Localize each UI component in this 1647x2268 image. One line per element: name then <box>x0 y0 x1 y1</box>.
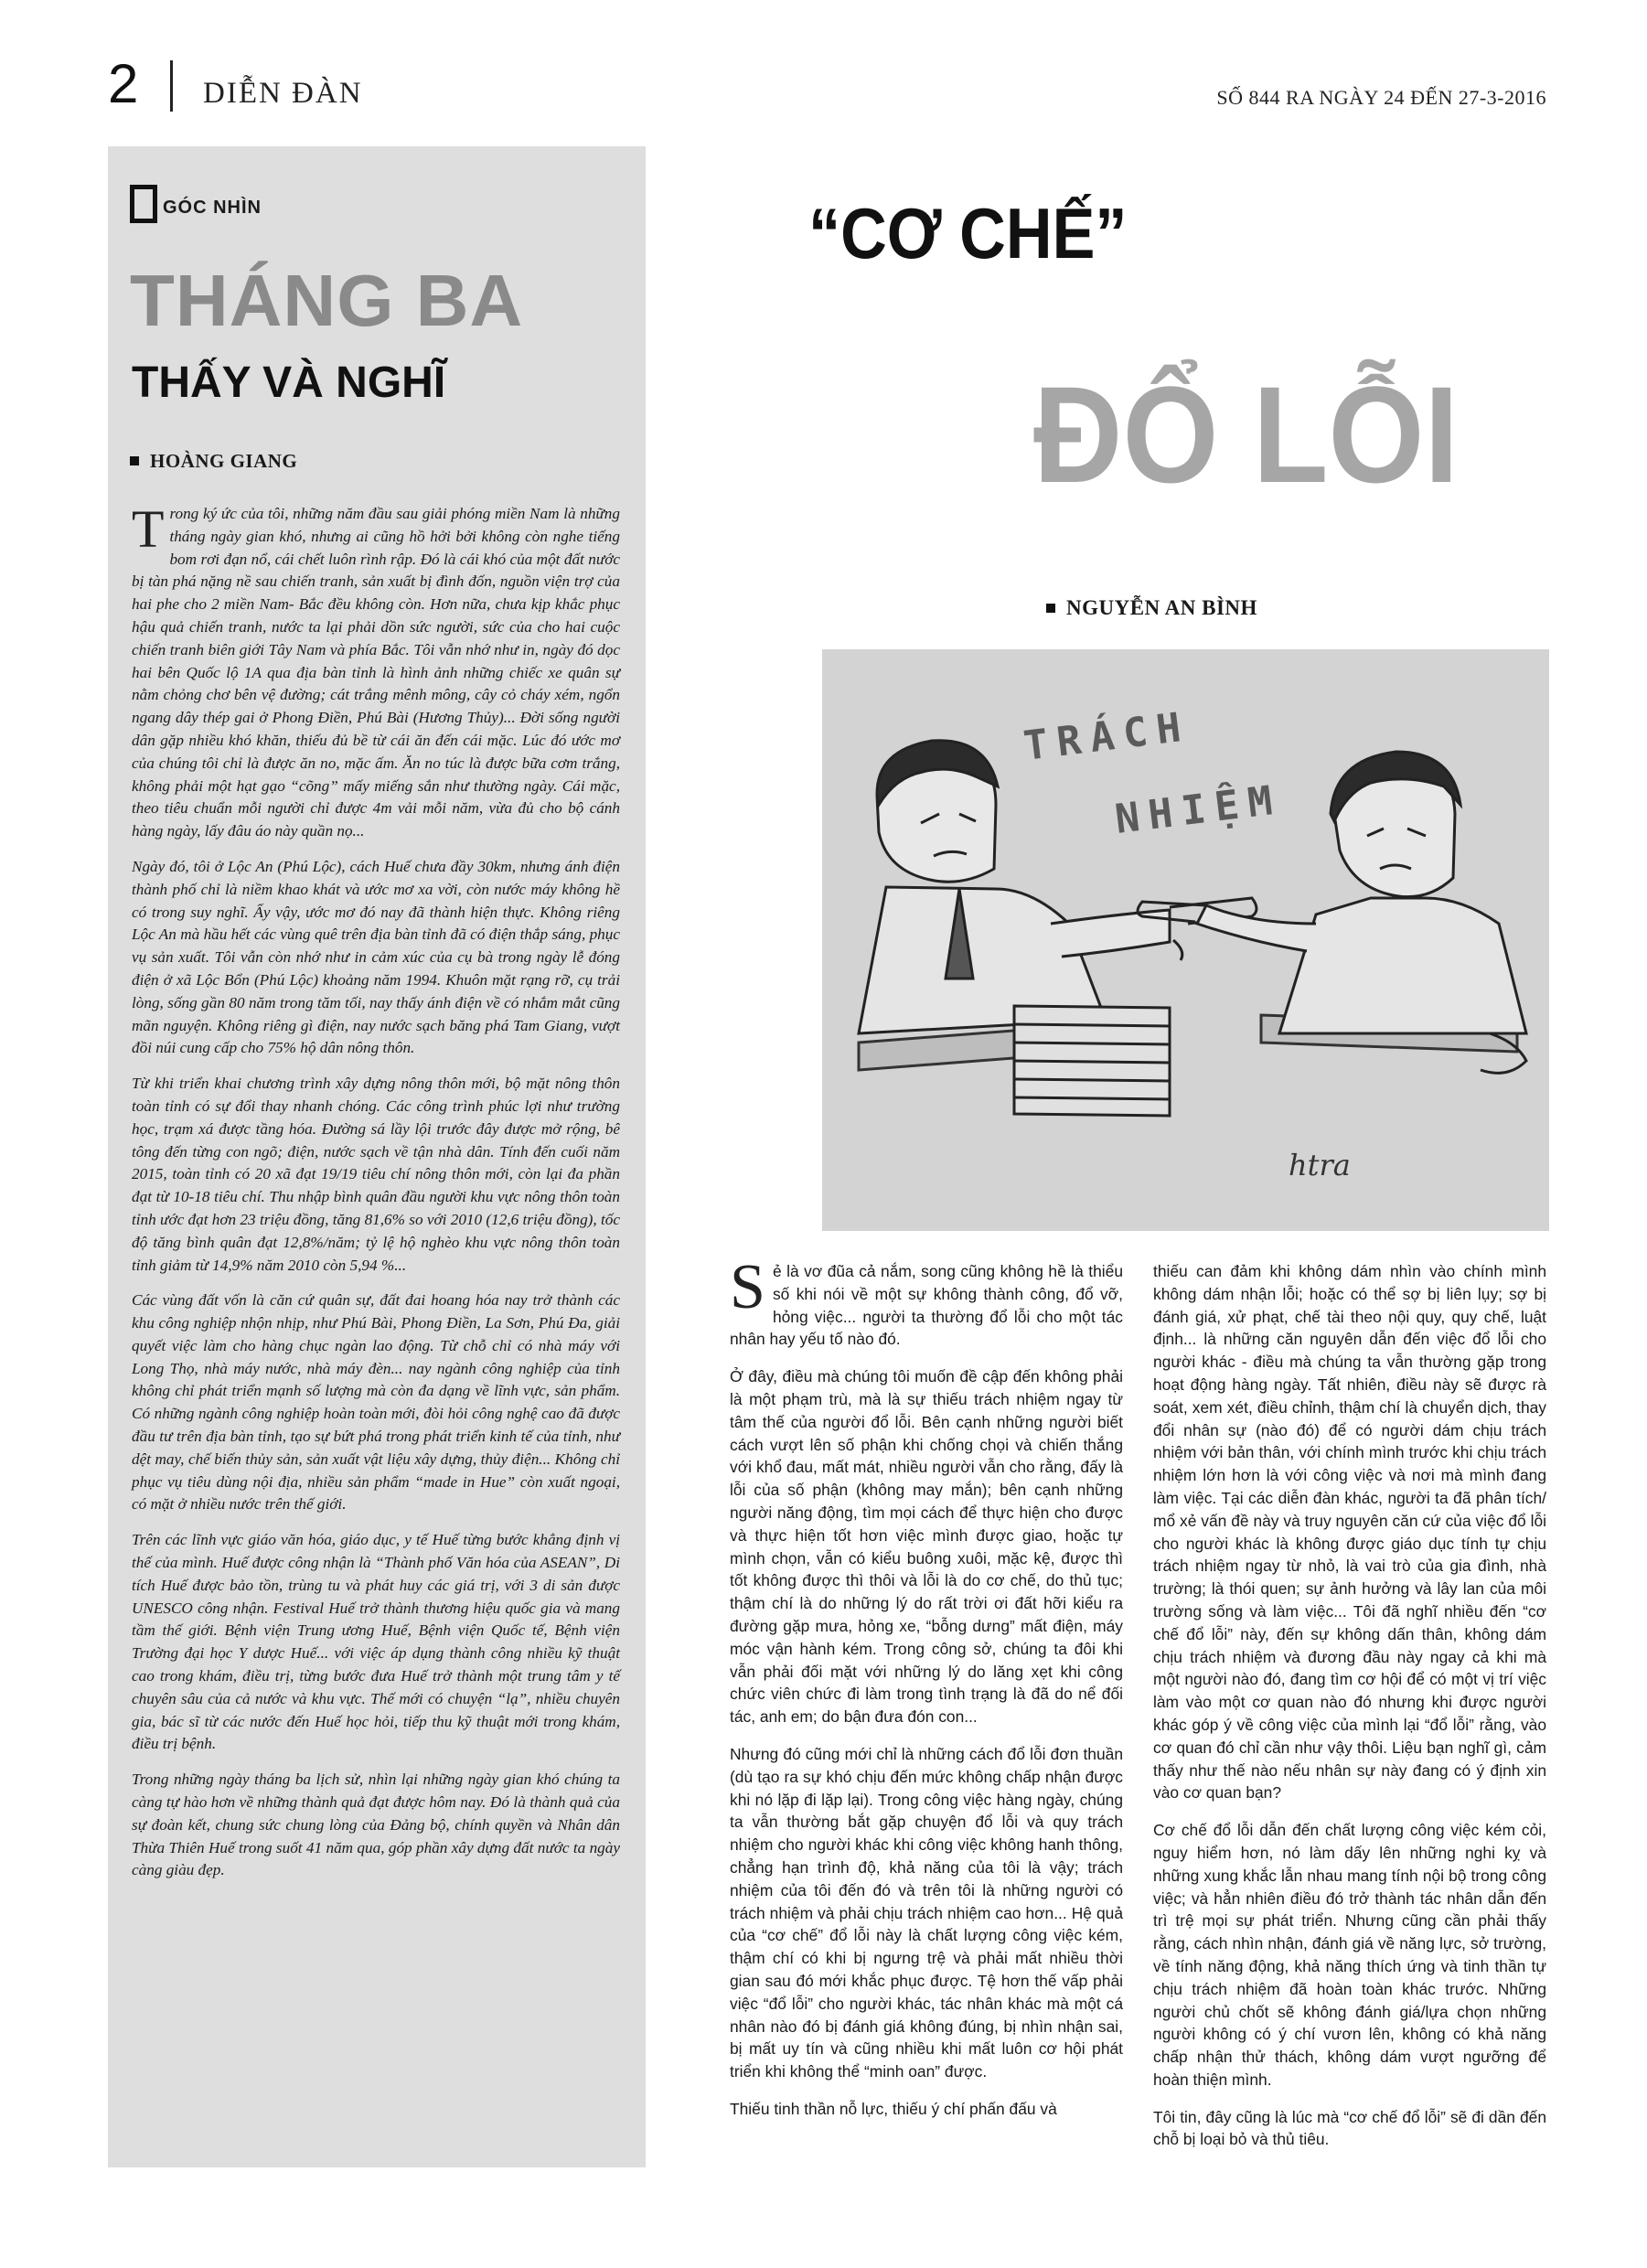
article-column-2 <box>1153 1260 1546 2166</box>
sidebar-author <box>130 450 297 473</box>
paper-stack <box>1014 1006 1170 1116</box>
issue-info: SỐ 844 RA NGÀY 24 ĐẾN 27-3-2016 <box>1216 86 1546 109</box>
article-headline-line2: ĐỔ LỖI <box>1033 358 1459 511</box>
header-divider <box>170 60 173 112</box>
cartoon-illustration <box>822 649 1549 1231</box>
sidebar-author-name: HOÀNG GIANG <box>150 450 298 472</box>
sidebar-paragraph: Ngày đó, tôi ở Lộc An (Phú Lộc), cách Huế chưa đầy 30km, nhưng ánh điện thành phố chỉ là niềm khao khát và ước mơ xa vời, còn nước máy không hề có trong suy nghĩ. Ấy vậy, ước mơ đó nay đã thành hiện thực. Không riêng Lộc An mà hầu hết các vùng quê trên địa bàn tỉnh đã có điện thắp sáng, phục vụ sản xuất. Tôi vẫn còn nhớ như in cảm xúc của cụ bà trong ngày lễ đóng điện ở xã Lộc Bổn (Phú Lộc) khoảng năm 1994. Khuôn mặt rạng rỡ, cụ trải lòng, sống gần 80 năm trong tăm tối, nay thấy ánh điện về có nhắm mắt cũng mãn nguyện. Không riêng gì điện, nay nước sạch băng phá Tam Giang, vượt đồi núi cung cấp cho 75% hộ dân nông thôn. <box>132 857 620 1057</box>
sidebar-paragraph: Từ khi triển khai chương trình xây dựng nông thôn mới, bộ mặt nông thôn toàn tỉnh có sự đổi thay nhanh chóng. Các công trình phúc lợi như trường học, trạm xá được tầng hóa. Đường sá lầy lội trước đây được mở rộng, bê tông đến từng con ngõ; điện, nước sạch về tận nhà dân. Tính đến cuối năm 2015, toàn tỉnh có 20 xã đạt 19/19 tiêu chí nông thôn mới, còn lại đa phần đạt từ 10-18 tiêu chí. Thu nhập bình quân đầu người khu vực nông thôn toàn tỉnh ước đạt hơn 23 triệu đồng, tăng 81,6% so với 2010 (12,6 triệu đồng), tốc độ tăng bình quân đạt 12,8%/năm; tỷ lệ hộ nghèo khu vực nông thôn toàn tỉnh giảm từ 14,9% năm 2010 còn 5,94 %... <box>132 1075 620 1274</box>
article-column-1 <box>730 1252 1123 2135</box>
bullet-square-icon <box>1046 604 1055 613</box>
sidebar-title-main: THÁNG BA <box>130 260 524 341</box>
article-paragraph: thiếu can đảm khi không dám nhìn vào chính mình không dám nhận lỗi; hoặc có thể sợ bị liên lụy; sợ bị đánh giá, xử phạt, chế tài theo nội quy, quy chế, luật định... là những căn nguyên dẫn đến việc đổ lỗi cho người khác - điều mà chúng ta vẫn thường gặp trong hoạt động hàng ngày. Tất nhiên, điều này sẽ được rà soát, xem xét, điều chỉnh, thậm chí là chuyển dịch, thay đổi nhân sự (nào đó) để có người dám chịu trách nhiệm với bản thân, với chính mình trước khi chịu trách nhiệm lớn hơn là với công việc và nơi mà mình đang làm việc. Tại các diễn đàn khác, người ta đã phân tích/ mổ xẻ vấn đề này và truy nguyên căn cứ của việc đổ lỗi cho người khác là không được giáo dục tính tự chịu trách nhiệm ngay từ nhỏ, là vai trò của gia đình, nhà trường; là thói quen; sự ảnh hưởng và lây lan của môi trường sống và làm việc... Tôi đã nghĩ nhiều đến “cơ chế đổ lỗi” này, đến sự không dấn thân, không dám chịu trách nhiệm và đương đầu này ngay cả khi mà một người nào đó, đang tìm cơ hội để có một vị trí việc làm vào một cơ quan nào đó nhưng khi được người khác góp ý về công việc của mình lại “đổ lỗi” rằng, vào cơ quan đó chỉ cần như vậy thôi. Liệu bạn nghĩ gì, cảm thấy như thế nào nếu nhân sự này đang có ý định xin vào cơ quan bạn? <box>1153 1262 1546 1803</box>
article-paragraph: Nhưng đó cũng mới chỉ là những cách đổ lỗi đơn thuần (dù tạo ra sự khó chịu đến mức không chấp nhận được khi nó lặp đi lặp lại). Trong công việc hàng ngày, chúng ta vẫn thường bắt gặp chuyện đổ lỗi và quy trách nhiệm cho người khác khi công việc không hanh thông, chẳng hạn trình độ, khả năng của tôi là vậy; trách nhiệm của tôi đến đó và trên tôi là những người có trách nhiệm và phải chịu trách nhiệm cao hơn... Hệ quả của “cơ chế” đổ lỗi này là chất lượng công việc kém, thậm chí có khi bị ngưng trệ và phải mất nhiều thời gian sau đó mới khắc phục được. Tệ hơn thế vấp phải việc “đổ lỗi” cho người khác, tác nhân khác mà một cá nhân nào đó bị đánh giá không đúng, bị nhìn nhận sai, bị mất uy tín và cũng nhiều khi mất luôn cơ hội phát triển khi không thể “minh oan” được. <box>730 1744 1123 2081</box>
cartoon-signature: htra <box>1289 1148 1351 1182</box>
article-paragraph: Tôi tin, đây cũng là lúc mà “cơ chế đổ lỗi” sẽ đi dần đến chỗ bị loại bỏ và thủ tiêu. <box>1153 2107 1546 2149</box>
article-paragraph: Thiếu tinh thần nỗ lực, thiếu ý chí phấn đấu và <box>730 2099 1057 2118</box>
sidebar-column <box>108 146 646 2167</box>
article-author-name: NGUYỄN AN BÌNH <box>1066 596 1257 619</box>
cartoon-label-line1: TRÁCH <box>1021 703 1192 770</box>
article-dropcap: S <box>730 1252 765 1322</box>
sidebar-paragraph: Trong ký ức của tôi, những năm đầu sau giải phóng miền Nam là những tháng ngày gian khó, nhưng ai cũng hồ hởi bởi không còn nghe tiếng bom rơi đạn nổ, cái chết luôn rình rập. Đó là cái khó của một đất nước bị tàn phá nặng nề sau chiến tranh, sản xuất bị đình đốn, nguồn viện trợ của hai phe cho 2 miền Nam- Bắc đều không còn. Hơn nữa, chưa kịp khắc phục hậu quả chiến tranh, nước ta lại phải dồn sức người, sức của cho hai cuộc chiến tranh biên giới Tây Nam và phía Bắc. Tôi vẫn nhớ như in, ngày đó dọc hai bên Quốc lộ 1A qua địa bàn tỉnh là hình ảnh những chiếc xe quân sự nằm chỏng chơ bên vệ đường; cát trắng mênh mông, cây cỏ cháy xém, ngổn ngang dây thép gai ở Phong Điền, Phú Bài (Hương Thủy)... Đời sống người dân gặp nhiều khó khăn, thiếu đủ bề từ cái ăn đến cái mặc. Lúc đó ước mơ của chúng tôi chỉ là được ăn no, mặc ấm. Ăn no túc là được bữa cơm trắng, không phải một hạt gạo “cõng” mấy miếng sắn như thường ngày. Cái mặc, theo tiêu chuẩn mỗi người chỉ được 4m vải mỗi năm, vừa đủ cho bộ cánh hàng ngày, lấy đâu áo này quần nọ... <box>132 499 620 840</box>
cartoon-label-line2: NHIỆM <box>1112 776 1284 843</box>
article-headline-line1: “CƠ CHẾ” <box>808 193 1128 273</box>
article-paragraph: Sẻ là vơ đũa cả nắm, song cũng không hề là thiểu số khi nói về một sự không thành công, đổ vỡ, hỏng việc... người ta thường đổ lỗi cho một tác nhân hay yếu tố nào đó. <box>730 1252 1123 1349</box>
article-paragraph: Cơ chế đổ lỗi dẫn đến chất lượng công việc kém cỏi, nguy hiểm hơn, nó làm dấy lên những nghi kỵ và những xung khắc lẫn nhau mang tính nội bộ trong công việc; và hẳn nhiên điều đó trở thành tác nhân dẫn đến trì trệ mọi sự phát triển. Nhưng cũng cần phải thấy rằng, cách nhìn nhận, đánh giá về năng lực, sở trường, về tính năng động, khả năng thích ứng và tinh thần tự chịu trách nhiệm đã hoàn toàn khác trước. Những người chủ chốt sẽ không đánh giá/lựa chọn những người không có ý chí vươn lên, không có khả năng chấp nhận thử thách, không dám vượt ngưỡng để hoàn thiện mình. <box>1153 1821 1546 2089</box>
section-title: DIỄN ĐÀN <box>203 77 363 110</box>
sidebar-paragraph: Trên các lĩnh vực giáo văn hóa, giáo dục, y tế Huế từng bước khẳng định vị thế của mình. Huế được công nhận là “Thành phố Văn hóa của ASEAN”, Di tích Huế được bảo tồn, trùng tu và phát huy các giá trị, với 3 di sản được UNESCO công nhận. Festival Huế trở thành thương hiệu quốc gia và mang tầm thế giới. Bệnh viện Trung ương Huế, Bệnh viện Quốc tế, Bệnh viện Trường đại học Y dược Huế... với việc áp dụng thành công nhiều kỹ thuật cao trong khám, điều trị, từng bước đưa Huế trở thành một trung tâm y tế chuyên sâu của cả nước và khu vực. Thế mới có chuyện “lạ”, nhiều chuyên gia, bác sĩ từ các nước đến Huế học hỏi, tiếp thu kỹ thuật mới trong khám, điều trị bệnh. <box>132 1531 620 1753</box>
bullet-square-icon <box>130 456 139 465</box>
left-man-figure <box>859 741 1257 1033</box>
sidebar-dropcap: T <box>132 499 165 559</box>
sidebar-paragraph: Trong những ngày tháng ba lịch sử, nhìn lại những ngày gian khó chúng ta càng tự hào hơn về những thành quả đạt được hôm nay. Đó là thành quả của sự đoàn kết, chung sức chung lòng của Đảng bộ, chính quyền và Nhân dân Thừa Thiên Huế trong suốt 41 năm qua, góp phần xây dựng đất nước ta ngày càng giàu đẹp. <box>132 1771 620 1879</box>
sidebar-body <box>132 499 620 1895</box>
page-number: 2 <box>108 53 139 114</box>
kicker-label: GÓC NHÌN <box>163 198 262 218</box>
kicker-box-icon <box>130 185 157 223</box>
sidebar-title-sub: THẤY VÀ NGHĨ <box>132 358 446 407</box>
article-author <box>1046 596 1257 620</box>
article-paragraph: Ở đây, điều mà chúng tôi muốn đề cập đến không phải là một phạm trù, mà là sự thiếu trách nhiệm ngay từ tâm thế của người đổ lỗi. Bên cạnh những người biết cách vượt lên số phận khi chống chọi và chiến thắng với khổ đau, mất mát, nhiều người vẫn cho rằng, đấy là lỗi của số phận (không may mắn); bên cạnh những người năng động, tìm mọi cách để thực hiện cho được và thực hiện tốt hơn việc mình được giao, hoặc tự mình chọn, vẫn có kiểu buông xuôi, mặc kệ, được thì tốt không được thì thôi và lỗi là do cơ chế, do thủ tục; thậm chí là do những lý do rất trời ơi đất hỡi kiểu ra đường gặp mưa, hỏng xe, “bỗng dưng” mất điện, máy móc vận hành kém. Trong công sở, chúng ta đôi khi vẫn phải đối mặt với những lý do lăng xẹt khi công chức viên chức đi làm trong tình trạng là đã do nể đối tác, anh em; do bận đưa đón con... <box>730 1367 1123 1727</box>
sidebar-paragraph: Các vùng đất vốn là căn cứ quân sự, đất đai hoang hóa nay trở thành các khu công nghiệp nhộn nhịp, như Phú Bài, Phong Điền, La Sơn, Phú Đa, giải quyết việc làm cho hàng chục ngàn lao động. Từ chỗ chỉ có nhà máy với Long Thọ, nhà máy nước, nhà máy đèn... nay ngành công nghiệp của tỉnh không chỉ phát triển mạnh số lượng mà còn đa dạng về lĩnh vực, sản phẩm. Có những ngành công nghiệp hoàn toàn mới, đòi hỏi công nghệ cao đã được đầu tư trên địa bàn tỉnh, tạo sự bứt phá trong phát triển kinh tế của tỉnh, như dệt may, chế biến thủy sản, sản xuất vật liệu xây dựng, thủy điện... Không chỉ phục vụ tiêu dùng nội địa, nhiều sản phẩm “made in Hue” còn xuất ngoại, có mặt ở nhiều nước trên thế giới. <box>132 1291 620 1514</box>
